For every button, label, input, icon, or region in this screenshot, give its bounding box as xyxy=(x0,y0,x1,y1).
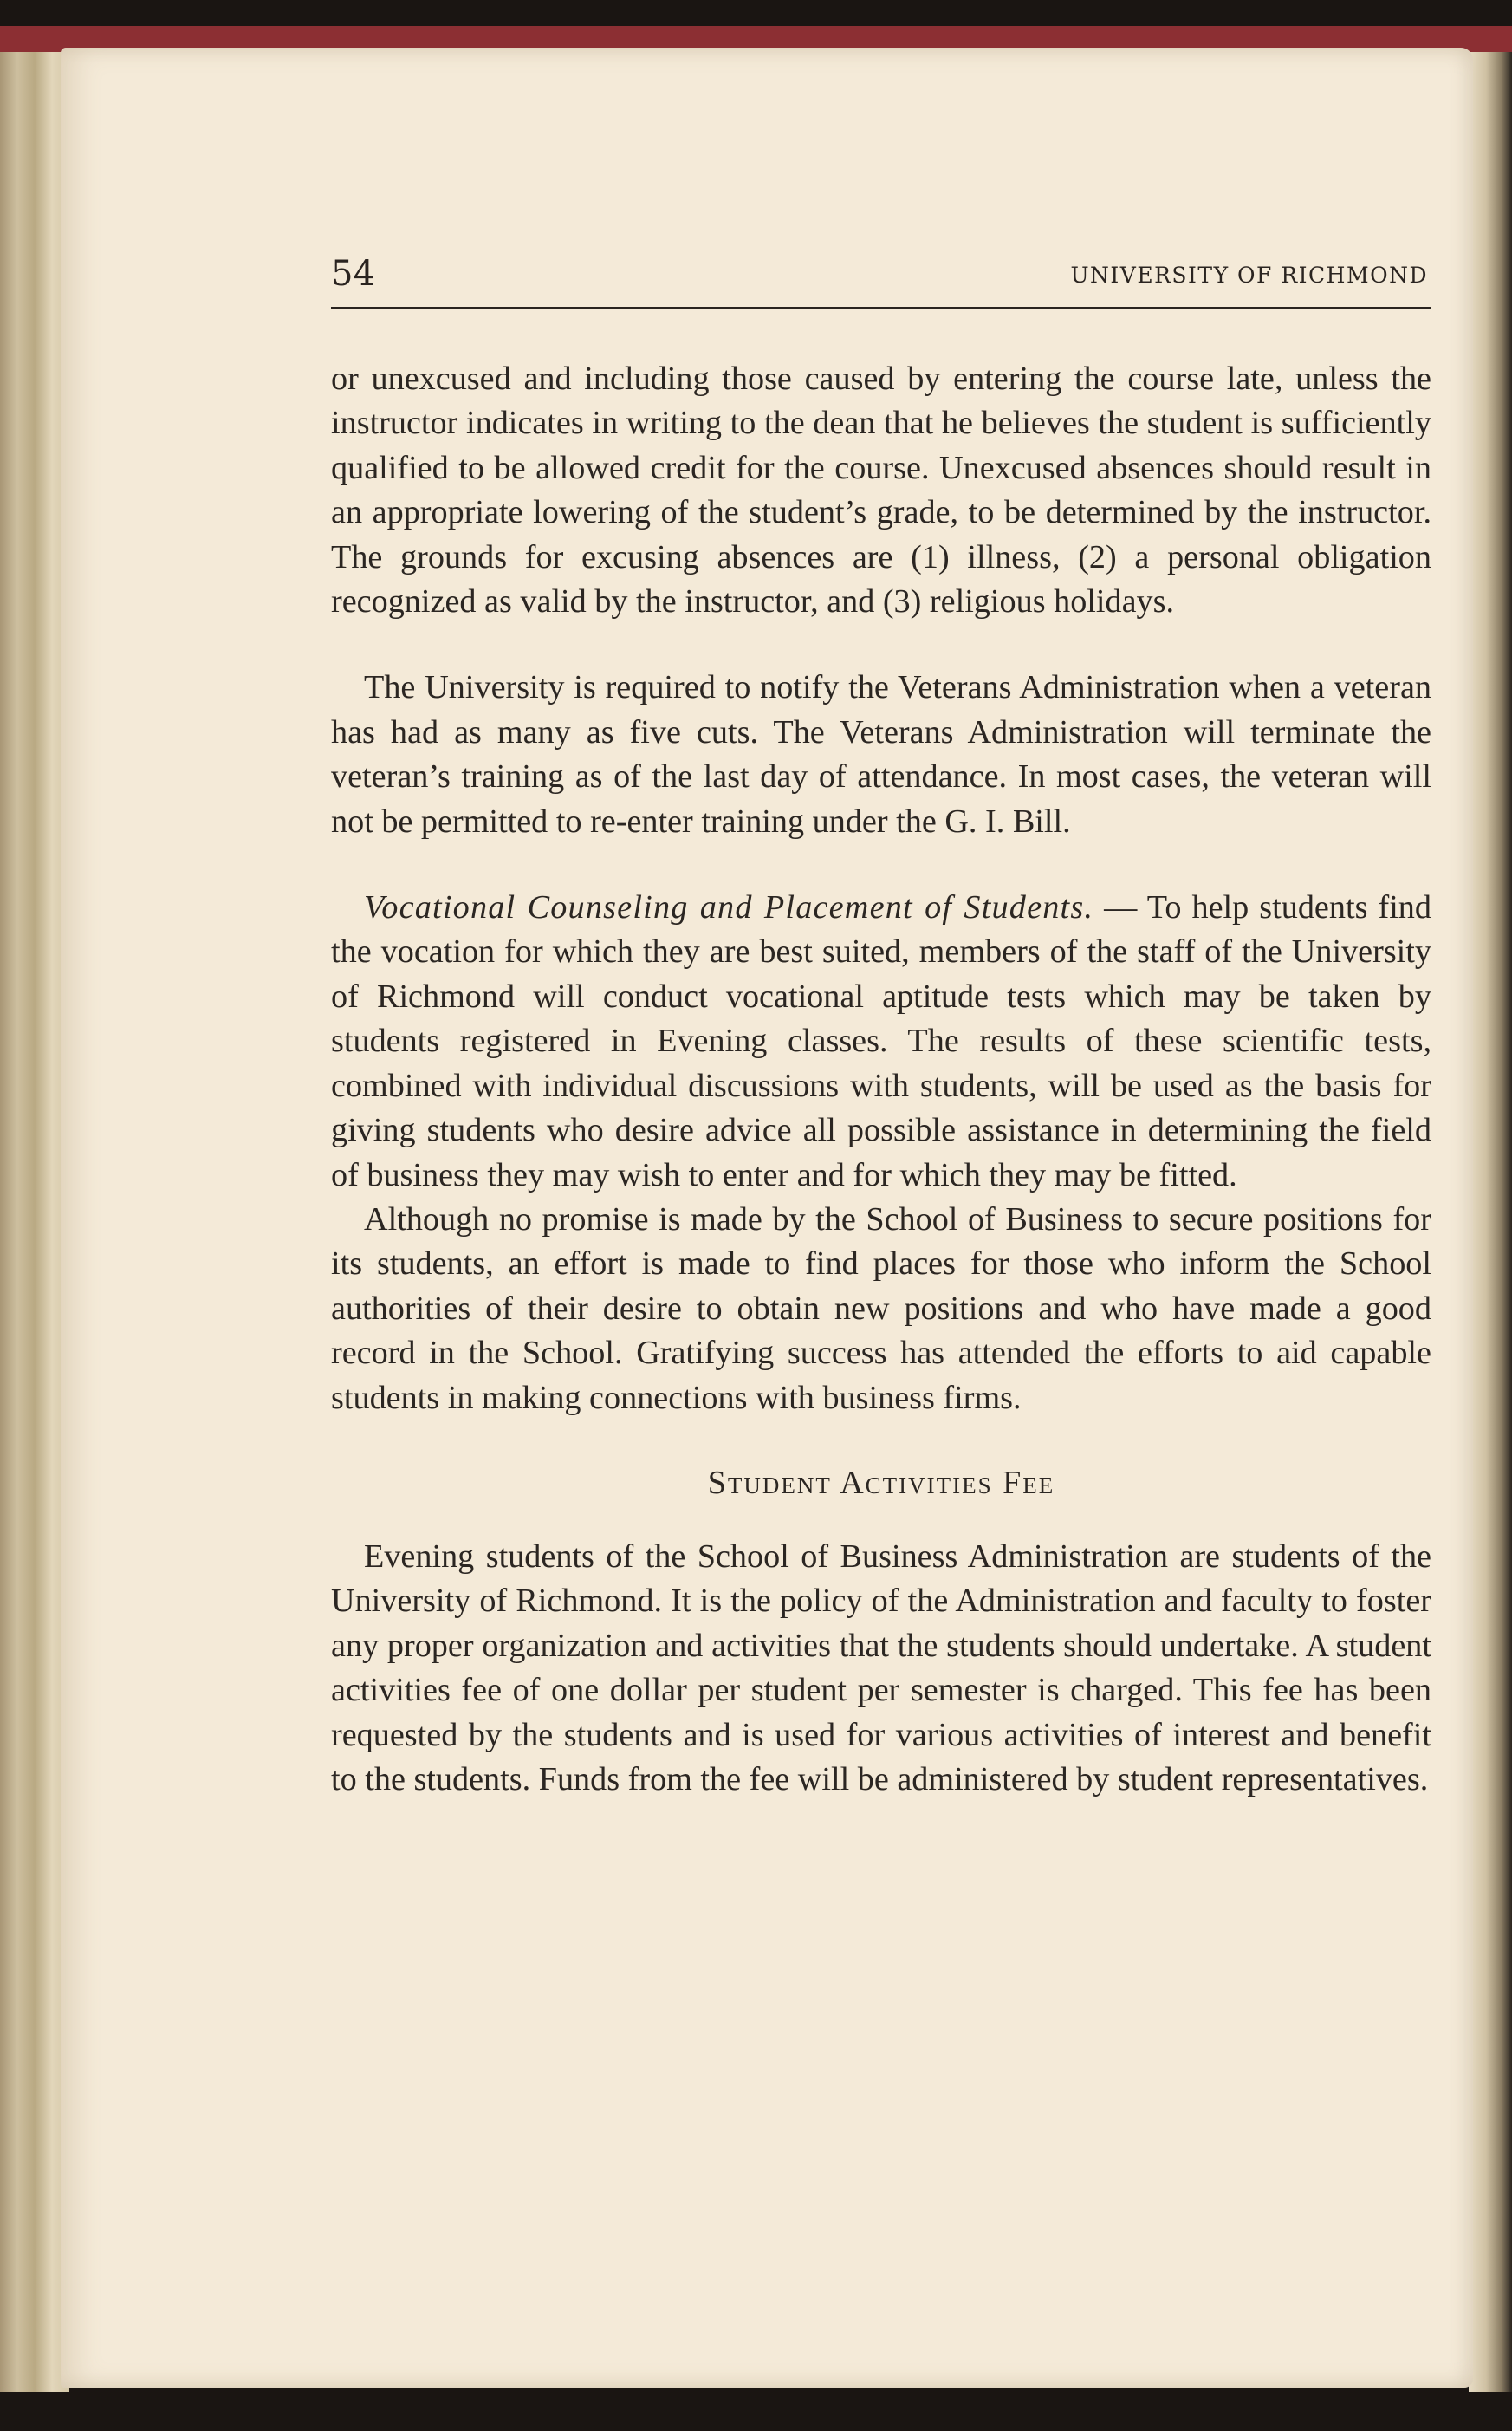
page-number: 54 xyxy=(331,254,375,294)
section-heading: Student Activities Fee xyxy=(707,1464,1055,1501)
paragraph-absences: or unexcused and including those caused by entering the course late, unless the instructor indicates in writing to the dean that he believes the student is sufficiently qualified to be allowed credit for the course. Unexcused absences should result in an appropriate lowering of the student’s grade, to be determined by the instructor. The grounds for excusing absences are (1) illness, (2) a personal obligation recognized as valid by the instructor, and (3) religious holidays. xyxy=(331,361,1431,621)
running-head: UNIVERSITY OF RICHMOND xyxy=(1070,263,1428,288)
paragraph-veterans: The University is required to notify the Veterans Administration when a veteran has had as many as five cuts. The Veterans Administration will terminate the veteran’s training as of the last day of attendance. In most cases, the veteran will not be permitted to re-enter training under the G. I. Bill. xyxy=(331,669,1431,840)
page-header xyxy=(331,253,1431,309)
run-in-heading: Vocational Counseling and Placement of Students. xyxy=(364,889,1094,926)
page-body xyxy=(331,357,1431,1802)
em-dash: — xyxy=(1093,889,1147,926)
paragraph-activities-fee: Evening students of the School of Business Administration are students of the University of Richmond. It is the policy of the Administration and faculty to foster any proper organization and activities that the students should undertake. A student activities fee of one dollar per student per semester is charged. This fee has been requested by the students and is used for various activities of interest and benefit to the students. Funds from the fee will be administered by student representatives. xyxy=(331,1537,1431,1797)
paragraph-placement: Although no promise is made by the School of Business to secure positions for its students, an effort is made to find places for those who inform the School authorities of their desire to obtain new positions and who have made a good record in the School. Gratifying success has attended the efforts to aid capable students in making connections with business firms. xyxy=(331,1200,1431,1416)
paragraph-vocational-counseling xyxy=(331,886,1431,1198)
page-stack-left xyxy=(0,52,69,2392)
paragraph-text: To help students find the vocation for which they are best suited, members of the staff of the University of Richmond will conduct vocational aptitude tests which may be taken by students registered in Evening classes. The results of these scientific tests, combined with individual discussions with students, will be used as the basis for giving students who desire advice all possible assistance in determining the field of business they may wish to enter and for which they may be fitted. xyxy=(331,889,1431,1193)
page-edge-right xyxy=(1469,52,1512,2392)
